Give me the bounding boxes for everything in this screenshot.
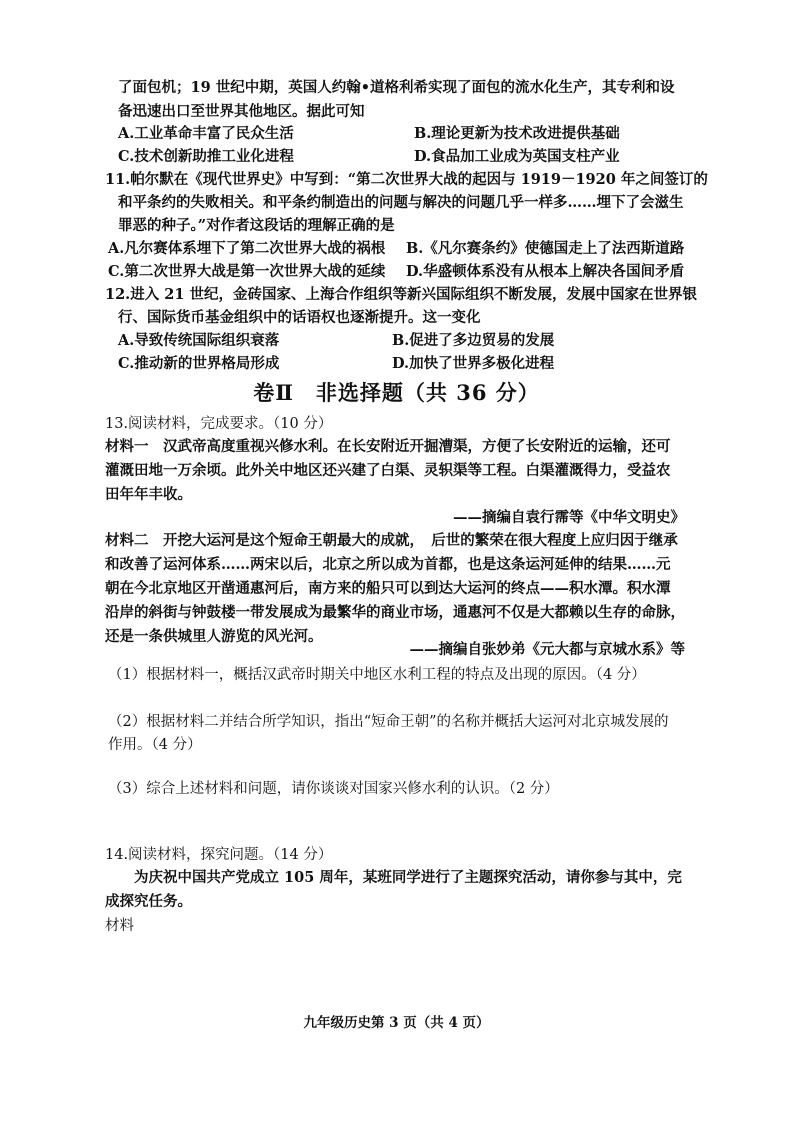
- q14-material-label: 材料: [105, 918, 134, 934]
- q12-stem-line1: 12.进入 21 世纪，金砖国家、上海合作组织等新兴国际组织不断发展，发展中国家在世界银: [105, 286, 697, 303]
- q10-option-b: B.理论更新为技术改进提供基础: [414, 125, 620, 142]
- q13-subquestion-2-line2: 作用。（4 分）: [108, 737, 202, 753]
- q12-option-c: C.推动新的世界格局形成: [118, 355, 280, 372]
- q11-option-b: B.《凡尔赛条约》使德国走上了法西斯道路: [406, 240, 685, 257]
- q14-intro-line2: 成探究任务。: [105, 893, 192, 910]
- q11-stem-line2: 和平条约的失败相关。和平条约制造出的问题与解决的问题几乎一样多……埋下了会滋生: [118, 194, 684, 211]
- q13-subquestion-3: （3）综合上述材料和问题，请你谈谈对国家兴修水利的认识。（2 分）: [108, 781, 559, 797]
- q11-option-d: D.华盛顿体系没有从根本上解决各国间矛盾: [406, 263, 685, 280]
- q13-material1-line3: 田年年丰收。: [105, 486, 192, 503]
- q14-header: 14.阅读材料，探究问题。（14 分）: [105, 847, 333, 863]
- q11-stem-line1: 11.帕尔默在《现代世界史》中写到：“第二次世界大战的起因与 1919－1920 年之间签订的: [105, 171, 708, 188]
- q13-material2-line5: 还是一条供城里人游览的风光河。: [105, 628, 323, 645]
- q10-stem-line1: 了面包机；19 世纪中期，英国人约翰•道格利希实现了面包的流水化生产，其专利和设: [118, 79, 675, 96]
- q10-option-c: C.技术创新助推工业化进程: [118, 148, 294, 165]
- q13-header: 13.阅读材料，完成要求。（10 分）: [105, 416, 333, 432]
- q14-intro-line1: 为庆祝中国共产党成立 105 周年，某班同学进行了主题探究活动，请你参与其中，完: [134, 869, 682, 886]
- q13-material2-line4: 沿岸的斜街与钟鼓楼一带发展成为最繁华的商业市场，通惠河不仅是大都赖以生存的命脉，: [105, 604, 685, 621]
- q13-subquestion-1: （1）根据材料一，概括汉武帝时期关中地区水利工程的特点及出现的原因。（4 分）: [108, 667, 646, 683]
- page-footer: 九年级历史第 3 页（共 4 页）: [303, 1015, 490, 1031]
- q11-stem-line3: 罪恶的种子。”对作者这段话的理解正确的是: [118, 217, 395, 234]
- q12-option-b: B.促进了多边贸易的发展: [392, 332, 555, 349]
- q13-material1-line1: 材料一 汉武帝高度重视兴修水利。在长安附近开掘漕渠，方便了长安附近的运输，还可: [105, 438, 671, 455]
- q10-stem-line2: 备迅速出口至世界其他地区。据此可知: [118, 103, 365, 120]
- q12-stem-line2: 行、国际货币基金组织中的话语权也逐渐提升。这一变化: [118, 309, 481, 326]
- section-2-title: 卷Ⅱ 非选择题（共 36 分）: [253, 380, 540, 405]
- q13-material2-line3: 朝在今北京地区开凿通惠河后，南方来的船只可以到达大运河的终点——积水潭。积水潭: [105, 580, 671, 597]
- q10-option-a: A.工业革命丰富了民众生活: [118, 125, 294, 142]
- q11-option-c: C.第二次世界大战是第一次世界大战的延续: [108, 263, 386, 280]
- q11-option-a: A.凡尔赛体系埋下了第二次世界大战的祸根: [108, 240, 386, 257]
- q13-material1-source: ——摘编自袁行霈等《中华文明史》: [453, 509, 685, 526]
- q12-option-d: D.加快了世界多极化进程: [392, 355, 555, 372]
- q13-subquestion-2-line1: （2）根据材料二并结合所学知识，指出“短命王朝”的名称并概括大运河对北京城发展的: [108, 714, 669, 730]
- q13-material2-line1: 材料二 开挖大运河是这个短命王朝最大的成就， 后世的繁荣在很大程度上应归因于继承: [105, 532, 678, 549]
- q12-option-a: A.导致传统国际组织衰落: [118, 332, 280, 349]
- q10-option-d: D.食品加工业成为英国支柱产业: [414, 148, 620, 165]
- q13-material2-line2: 和改善了运河体系……两宋以后，北京之所以成为首都，也是这条运河延伸的结果……元: [105, 556, 671, 573]
- q13-material2-source: ——摘编自张妙弟《元大都与京城水系》等: [409, 641, 685, 658]
- q13-material1-line2: 灌溉田地一万余顷。此外关中地区还兴建了白渠、灵轵渠等工程。白渠灌溉得力，受益农: [105, 462, 671, 479]
